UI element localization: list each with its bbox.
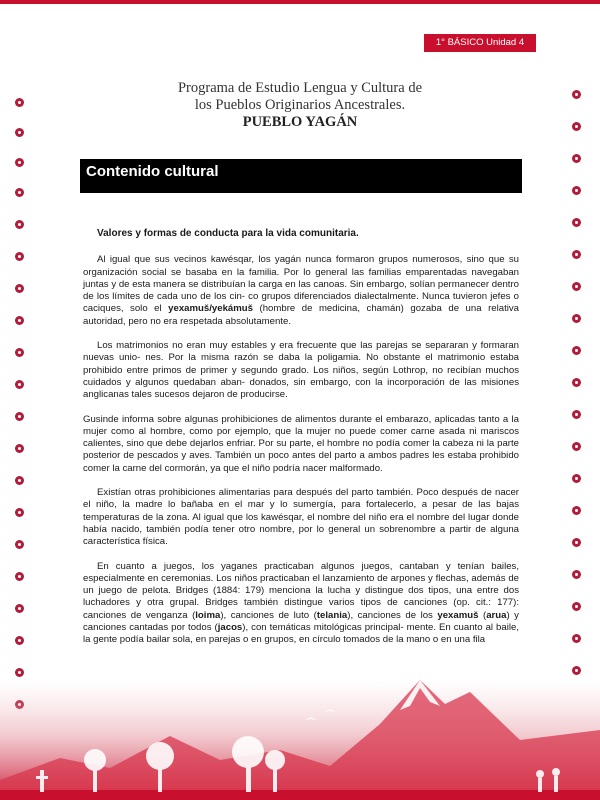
side-dot-icon — [15, 348, 24, 357]
side-dot-icon — [15, 158, 24, 167]
side-dot-icon — [572, 250, 581, 259]
side-dot-icon — [15, 252, 24, 261]
article-subtitle: Valores y formas de conducta para la vida comunitaria. — [97, 228, 359, 239]
side-dot-icon — [572, 378, 581, 387]
side-dot-icon — [572, 314, 581, 323]
side-dot-icon — [572, 186, 581, 195]
landscape-illustration — [0, 640, 600, 800]
section-title: Contenido cultural — [86, 163, 219, 180]
side-dot-icon — [15, 444, 24, 453]
side-dot-icon — [572, 474, 581, 483]
article-body — [83, 228, 519, 659]
side-dot-icon — [15, 476, 24, 485]
side-dot-icon — [572, 122, 581, 131]
side-dot-icon — [15, 380, 24, 389]
side-dot-icon — [15, 604, 24, 613]
side-dot-icon — [572, 282, 581, 291]
header-people-name: PUEBLO YAGÁN — [242, 114, 358, 130]
side-dot-icon — [15, 412, 24, 421]
paragraph-5: En cuanto a juegos, los yaganes practicaban algunos juegos, cantaban y tenían bailes, especialmente en ceremonias. Los niños practicaban el lanzamiento de arpones y flechas, además de un juego de pelota. Bridges (1884: 179) menciona la lucha y distingue dos tipos, una entre dos luchadores y otra grupal. Bridges también distingue varios tipos de canciones (op. cit.: 177): canciones de venganza (loima), canciones de luto (telania), canciones de los yexamuš (arua) y canciones cantadas por todos (jacos), con temáticas mitológicas principal- mente. En cuanto al baile, la gente podía bailar sola, en parejas o en grupos, en círculo tomados de la mano o en una fila — [83, 560, 519, 646]
right-dot-border — [567, 70, 591, 710]
side-dot-icon — [572, 506, 581, 515]
side-dot-icon — [15, 220, 24, 229]
side-dot-icon — [15, 540, 24, 549]
side-dot-icon — [572, 90, 581, 99]
header-line-2: los Pueblos Originarios Ancestrales. — [194, 97, 406, 113]
side-dot-icon — [15, 316, 24, 325]
side-dot-icon — [572, 410, 581, 419]
side-dot-icon — [15, 572, 24, 581]
side-dot-icon — [572, 346, 581, 355]
side-dot-icon — [15, 128, 24, 137]
side-dot-icon — [572, 218, 581, 227]
paragraph-4: Existían otras prohibiciones alimentarias para después del parto también. Poco después de nacer el niño, la madre lo bañaba en el mar y lo sumergía, para fortalecerlo, a pesar de las bajas temperaturas de la zona. Al igual que los kawésqar, el nombre del niño era el nombre del lugar donde había nacido, también podía tener otro nombre, por lo general un sobrenombre a partir de alguna característica física. — [83, 487, 519, 548]
paragraph-3: Gusinde informa sobre algunas prohibiciones de alimentos durante el embarazo, aplicadas tanto a la mujer como al hombre, como por ejemplo, que la mujer no puede comer carne asada ni mariscos calientes, sino que debe dejarlos enfriar. Por su parte, el hombre no podía comer la cabeza ni la parte posterior de pescados y aves. También un poco antes del parto a ambos padres les estaba prohibido comer la carne del cormorán, ya que el niño podría nacer malformado. — [83, 413, 519, 474]
side-dot-icon — [15, 284, 24, 293]
paragraph-2: Los matrimonios no eran muy estables y era frecuente que las parejas se separaran y formaran nuevas unio- nes. Por la misma razón se daba la poligamia. No obstante el matrimonio estaba prohibido entre primos de primer y segundo grado. Los niños, según Lothrop, no recibían muchos cuidados y algunos quedaban aban- donados, sin embargo, con la incorporación de las misiones anglicanas tales sucesos dejaron de producirse. — [83, 340, 519, 401]
grade-unit-badge: 1° BÁSICO Unidad 4 — [424, 34, 536, 52]
side-dot-icon — [572, 570, 581, 579]
paragraph-1: Al igual que sus vecinos kawésqar, los yagán nunca formaron grupos numerosos, sino que su organización social se basaba en la familia. Por lo general las familias emparentadas navegaban juntas y de esta manera se distribuían la carga en las canoas. Sin embargo, solían permanecer dentro de los límites de cada uno de los cin- co grupos diferenciados dialectalmente. Nunca tuvieron jefes o caciques, solo el yexamuš/yekámuš (hombre de medicina, chamán) gozaba de una relativa autoridad, pero no era respetada absolutamente. — [83, 254, 520, 327]
side-dot-icon — [572, 442, 581, 451]
side-dot-icon — [15, 98, 24, 107]
side-dot-icon — [572, 538, 581, 547]
left-dot-border — [10, 70, 34, 710]
side-dot-icon — [15, 508, 24, 517]
top-accent-line — [0, 0, 600, 4]
side-dot-icon — [572, 602, 581, 611]
header-line-1: Programa de Estudio Lengua y Cultura de — [177, 80, 423, 96]
program-header — [90, 80, 510, 131]
side-dot-icon — [572, 154, 581, 163]
section-title-bar — [80, 159, 522, 193]
side-dot-icon — [15, 188, 24, 197]
